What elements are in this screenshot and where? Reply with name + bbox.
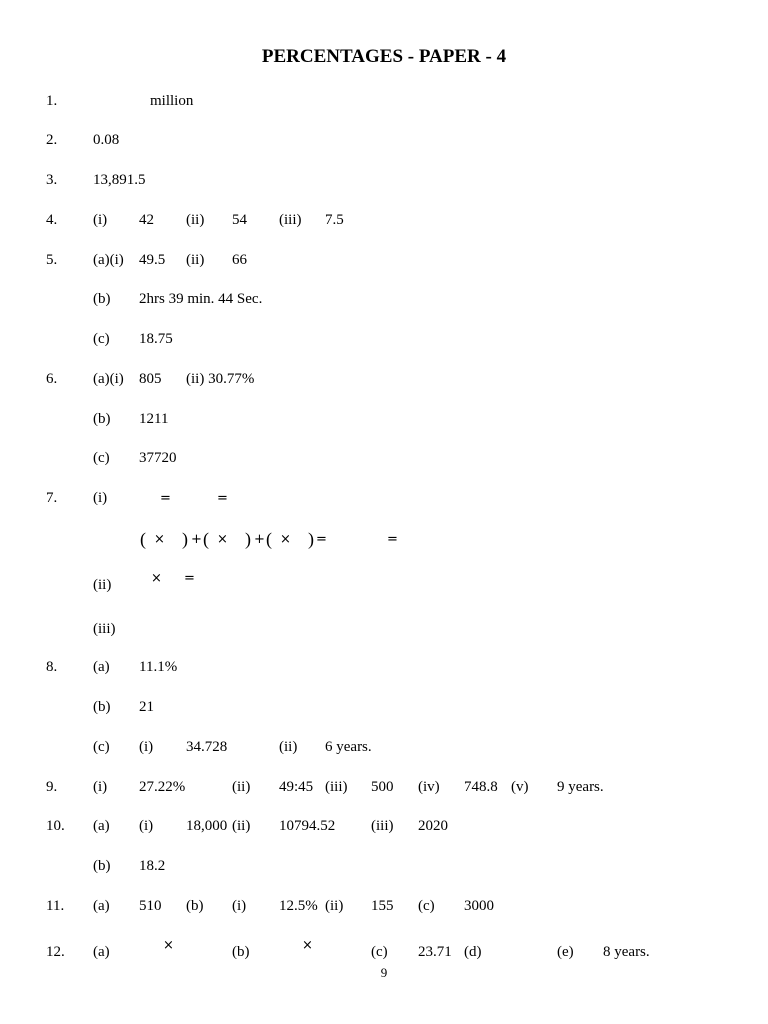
answer-text: 12.5%	[279, 898, 318, 914]
question-number: 4.	[46, 212, 58, 228]
part-label: (iii)	[93, 621, 116, 637]
question-number: 7.	[46, 490, 58, 506]
answer-text: 510	[139, 898, 162, 914]
part-label: (b)	[186, 898, 204, 914]
page-title: PERCENTAGES - PAPER - 4	[261, 46, 507, 67]
times-sign: ×	[163, 938, 174, 953]
times-sign: ×	[154, 532, 165, 547]
part-label: (b)	[93, 858, 111, 874]
answer-text: 500	[371, 779, 394, 795]
times-sign: ×	[280, 532, 291, 547]
part-label: (i)	[93, 490, 108, 506]
question-number: 6.	[46, 371, 58, 387]
part-label: (iii)	[371, 818, 394, 834]
part-label: (i)	[232, 898, 247, 914]
question-number: 3.	[46, 172, 58, 188]
part-label: (ii)	[325, 898, 344, 914]
part-label: (i)	[93, 212, 108, 228]
part-label: (c)	[418, 898, 435, 914]
part-label: (a)(i)	[93, 252, 124, 268]
answer-text: 42	[139, 212, 154, 228]
part-label: (c)	[93, 739, 110, 755]
equals-sign: =	[160, 491, 171, 506]
part-label: (b)	[93, 291, 111, 307]
part-label: (v)	[511, 779, 529, 795]
answer-text: 9 years.	[557, 779, 604, 795]
answer-text: 0.08	[93, 132, 120, 148]
part-label: (b)	[93, 411, 111, 427]
part-label: (c)	[371, 944, 388, 960]
answer-text: 155	[371, 898, 394, 914]
answer-text: 23.71	[418, 944, 452, 960]
answer-text: 21	[139, 699, 154, 715]
answer-text: 11.1%	[139, 659, 178, 675]
left-paren: (	[266, 529, 272, 549]
part-label: (a)	[93, 898, 110, 914]
left-paren: (	[203, 529, 209, 549]
answer-text: 10794.52	[279, 818, 336, 834]
part-label: (a)(i)	[93, 371, 124, 387]
plus-sign: +	[191, 532, 202, 547]
question-number: 5.	[46, 252, 58, 268]
part-label: (d)	[464, 944, 482, 960]
answer-text: 1211	[139, 411, 169, 427]
equals-sign: =	[217, 491, 228, 506]
equals-sign: =	[387, 532, 398, 547]
answer-text: 34.728	[186, 739, 228, 755]
part-label: (e)	[557, 944, 574, 960]
part-label: (c)	[93, 450, 110, 466]
times-sign: ×	[302, 938, 313, 953]
answer-text: 8 years.	[603, 944, 650, 960]
answer-text: 13,891.5	[93, 172, 146, 188]
part-label: (iii)	[325, 779, 348, 795]
answer-text: 66	[232, 252, 247, 268]
part-label: (ii)	[279, 739, 298, 755]
equals-sign: =	[184, 571, 195, 586]
answer-text: (ii) 30.77%	[186, 371, 255, 387]
answer-text: 18.75	[139, 331, 173, 347]
part-label: (i)	[139, 739, 154, 755]
plus-sign: +	[254, 532, 265, 547]
question-number: 11.	[46, 898, 65, 914]
answer-text: 37720	[139, 450, 177, 466]
part-label: (b)	[232, 944, 250, 960]
part-label: (a)	[93, 659, 110, 675]
answer-text: 27.22%	[139, 779, 186, 795]
answer-text: 49.5	[139, 252, 166, 268]
part-label: (c)	[93, 331, 110, 347]
part-label: (b)	[93, 699, 111, 715]
part-label: (i)	[139, 818, 154, 834]
question-number: 12.	[46, 944, 65, 960]
answer-text: 2hrs 39 min. 44 Sec.	[139, 291, 263, 307]
question-number: 10.	[46, 818, 65, 834]
left-paren: (	[140, 529, 146, 549]
part-label: (a)	[93, 944, 110, 960]
answer-text: 54	[232, 212, 247, 228]
part-label: (ii)	[186, 252, 205, 268]
part-label: (ii)	[93, 577, 112, 593]
page-number: 9	[380, 965, 388, 980]
right-paren: )	[182, 529, 188, 549]
answer-text: 805	[139, 371, 162, 387]
answer-text: 748.8	[464, 779, 498, 795]
answer-text: 7.5	[325, 212, 344, 228]
answer-text: 6 years.	[325, 739, 372, 755]
part-label: (i)	[93, 779, 108, 795]
question-number: 1.	[46, 93, 58, 109]
question-number: 8.	[46, 659, 58, 675]
question-number: 2.	[46, 132, 58, 148]
equals-sign: =	[316, 532, 327, 547]
part-label: (iii)	[279, 212, 302, 228]
answer-text: 49:45	[279, 779, 314, 795]
answer-text: 3000	[464, 898, 494, 914]
times-sign: ×	[217, 532, 228, 547]
part-label: (ii)	[232, 818, 251, 834]
part-label: (a)	[93, 818, 110, 834]
answer-text: 18,000	[186, 818, 228, 834]
part-label: (iv)	[418, 779, 440, 795]
times-sign: ×	[151, 571, 162, 586]
right-paren: )	[308, 529, 314, 549]
right-paren: )	[245, 529, 251, 549]
answer-text: 18.2	[139, 858, 166, 874]
answer-text: million	[150, 93, 194, 109]
part-label: (ii)	[186, 212, 205, 228]
question-number: 9.	[46, 779, 58, 795]
part-label: (ii)	[232, 779, 251, 795]
answer-text: 2020	[418, 818, 448, 834]
